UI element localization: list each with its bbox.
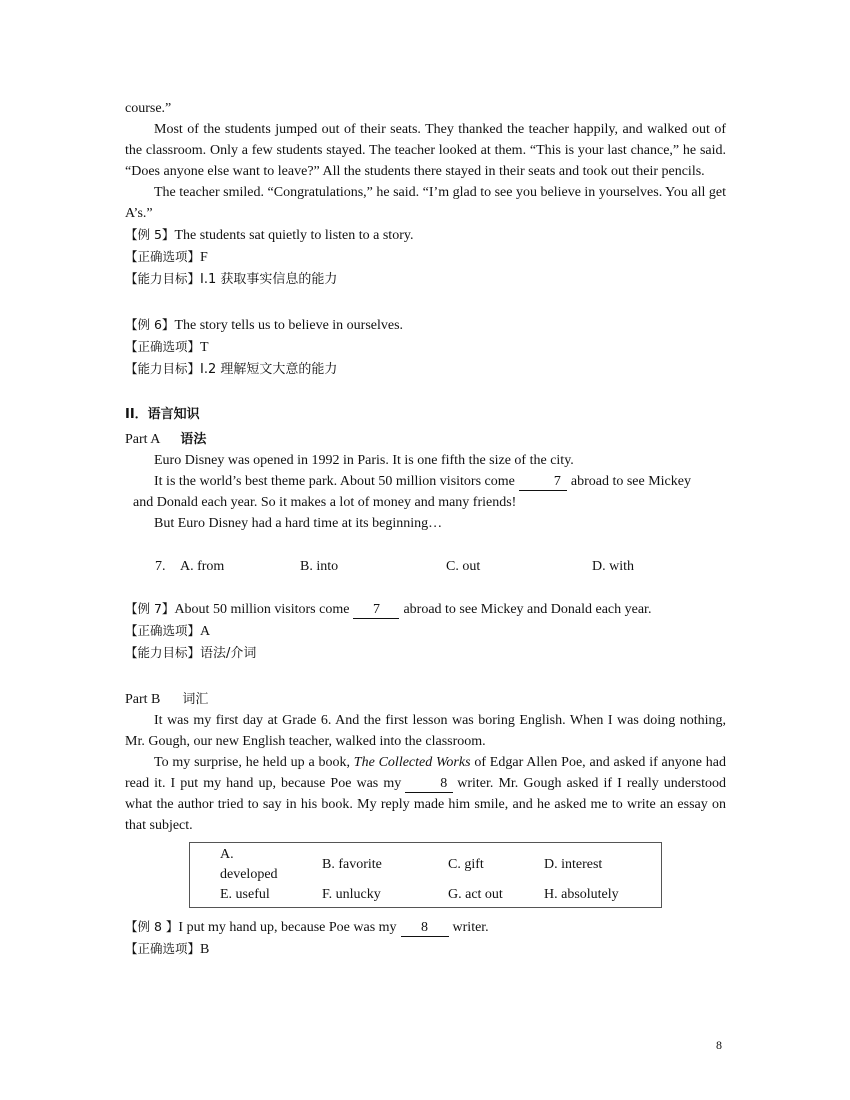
word-option: A. developed — [220, 847, 278, 882]
answer-value: T — [200, 340, 209, 355]
word-option: E. useful — [220, 887, 270, 902]
cloze-line: and Donald each year. So it makes a lot of money and many friends! — [133, 495, 517, 510]
blank-8: 8 — [405, 776, 453, 793]
option: C. out — [446, 559, 481, 574]
option: A. from — [180, 559, 225, 574]
part-a-heading — [125, 429, 726, 450]
cloze-line: But Euro Disney had a hard time at its beginning… — [154, 516, 443, 531]
answer-label: 【正确选项】 — [125, 249, 201, 264]
example-label: 【例 6】 — [125, 317, 175, 332]
word-option: D. interest — [544, 857, 603, 872]
passage-paragraph: The teacher smiled. “Congratulations,” he said. “I’m glad to see you believe in yourselves. You all get A’s.” — [125, 185, 726, 221]
example-label: 【例 8 】 — [125, 919, 179, 934]
example-7-answer — [125, 620, 726, 642]
passage-paragraph: It was my first day at Grade 6. And the first lesson was boring English. When I was doing nothing, Mr. Gough, our new English teacher, walked into the classroom. — [125, 713, 726, 749]
example-label: 【例 5】 — [125, 227, 175, 242]
ability-label: 【能力目标】 — [125, 271, 201, 286]
example-label: 【例 7】 — [125, 601, 175, 616]
example-7-question: 【例 7】About 50 million visitors come 7 abroad to see Mickey and Donald each year. — [125, 601, 652, 617]
word-option: B. favorite — [322, 857, 382, 872]
example-6-question — [125, 314, 726, 336]
answer-label: 【正确选项】 — [125, 339, 201, 354]
option: B. into — [300, 559, 339, 574]
example-5-ability — [125, 268, 726, 290]
part-title: 词汇 — [182, 692, 209, 707]
question-7-options — [125, 559, 726, 575]
word-option: G. act out — [448, 887, 503, 902]
answer-value: B — [200, 942, 210, 957]
example-text: The story tells us to believe in ourselves. — [174, 318, 404, 333]
example-5-question — [125, 224, 726, 246]
part-title: 语法 — [180, 432, 207, 447]
part-label: Part A — [125, 432, 161, 447]
blank-8: 8 — [401, 920, 449, 937]
example-6-ability — [125, 358, 726, 380]
option: D. with — [592, 559, 634, 574]
cloze-line: It is the world’s best theme park. About 50 million visitors come 7 abroad to see Mickey — [154, 474, 691, 489]
example-6-answer — [125, 336, 726, 358]
cloze-line: Euro Disney was opened in 1992 in Paris. It is one fifth the size of the city. — [154, 453, 574, 468]
example-8-answer — [125, 938, 726, 960]
passage-continuation: course.” — [125, 101, 172, 116]
word-option: C. gift — [448, 857, 484, 872]
ability-label: 【能力目标】 — [125, 645, 201, 660]
example-5-answer — [125, 246, 726, 268]
example-7-ability — [125, 642, 726, 664]
word-bank — [189, 842, 662, 908]
ability-value: I.2 理解短文大意的能力 — [200, 362, 338, 377]
word-option: H. absolutely — [544, 887, 619, 902]
ability-value: I.1 获取事实信息的能力 — [200, 272, 338, 287]
answer-label: 【正确选项】 — [125, 941, 201, 956]
example-text: The students sat quietly to listen to a story. — [174, 228, 414, 243]
answer-value: A — [200, 624, 211, 639]
passage-paragraph: Most of the students jumped out of their seats. They thanked the teacher happily, and walked out of the classroom. Only a few students stayed. The teacher looked at them. “This is your last chance,” he said. “Does anyone else want to leave?” All the students there stayed in their seats and took out their pencils. — [125, 122, 726, 179]
blank-7: 7 — [519, 474, 567, 491]
ability-value: 语法/介词 — [200, 646, 257, 661]
document-page — [125, 98, 726, 960]
answer-value: F — [200, 250, 208, 265]
word-option: F. unlucky — [322, 887, 381, 902]
question-number: 7. — [155, 559, 166, 574]
blank-7: 7 — [353, 602, 399, 619]
book-title: The Collected Works — [353, 755, 471, 770]
answer-label: 【正确选项】 — [125, 623, 201, 638]
section-heading: II．语言知识 — [125, 407, 200, 422]
part-b-heading — [125, 689, 726, 710]
passage-paragraph: To my surprise, he held up a book, The Collected Works of Edgar Allen Poe, and asked if anyone had read it. I put my hand up, because Poe was my 8 writer. Mr. Gough asked if I really understood what the author tried to say in his book. My reply made him smile, and he asked me to write an essay on that subject. — [125, 755, 726, 833]
part-label: Part B — [125, 692, 161, 707]
ability-label: 【能力目标】 — [125, 361, 201, 376]
example-8-question: 【例 8 】I put my hand up, because Poe was my 8 writer. — [125, 919, 489, 935]
page-number: 8 — [716, 1038, 722, 1052]
